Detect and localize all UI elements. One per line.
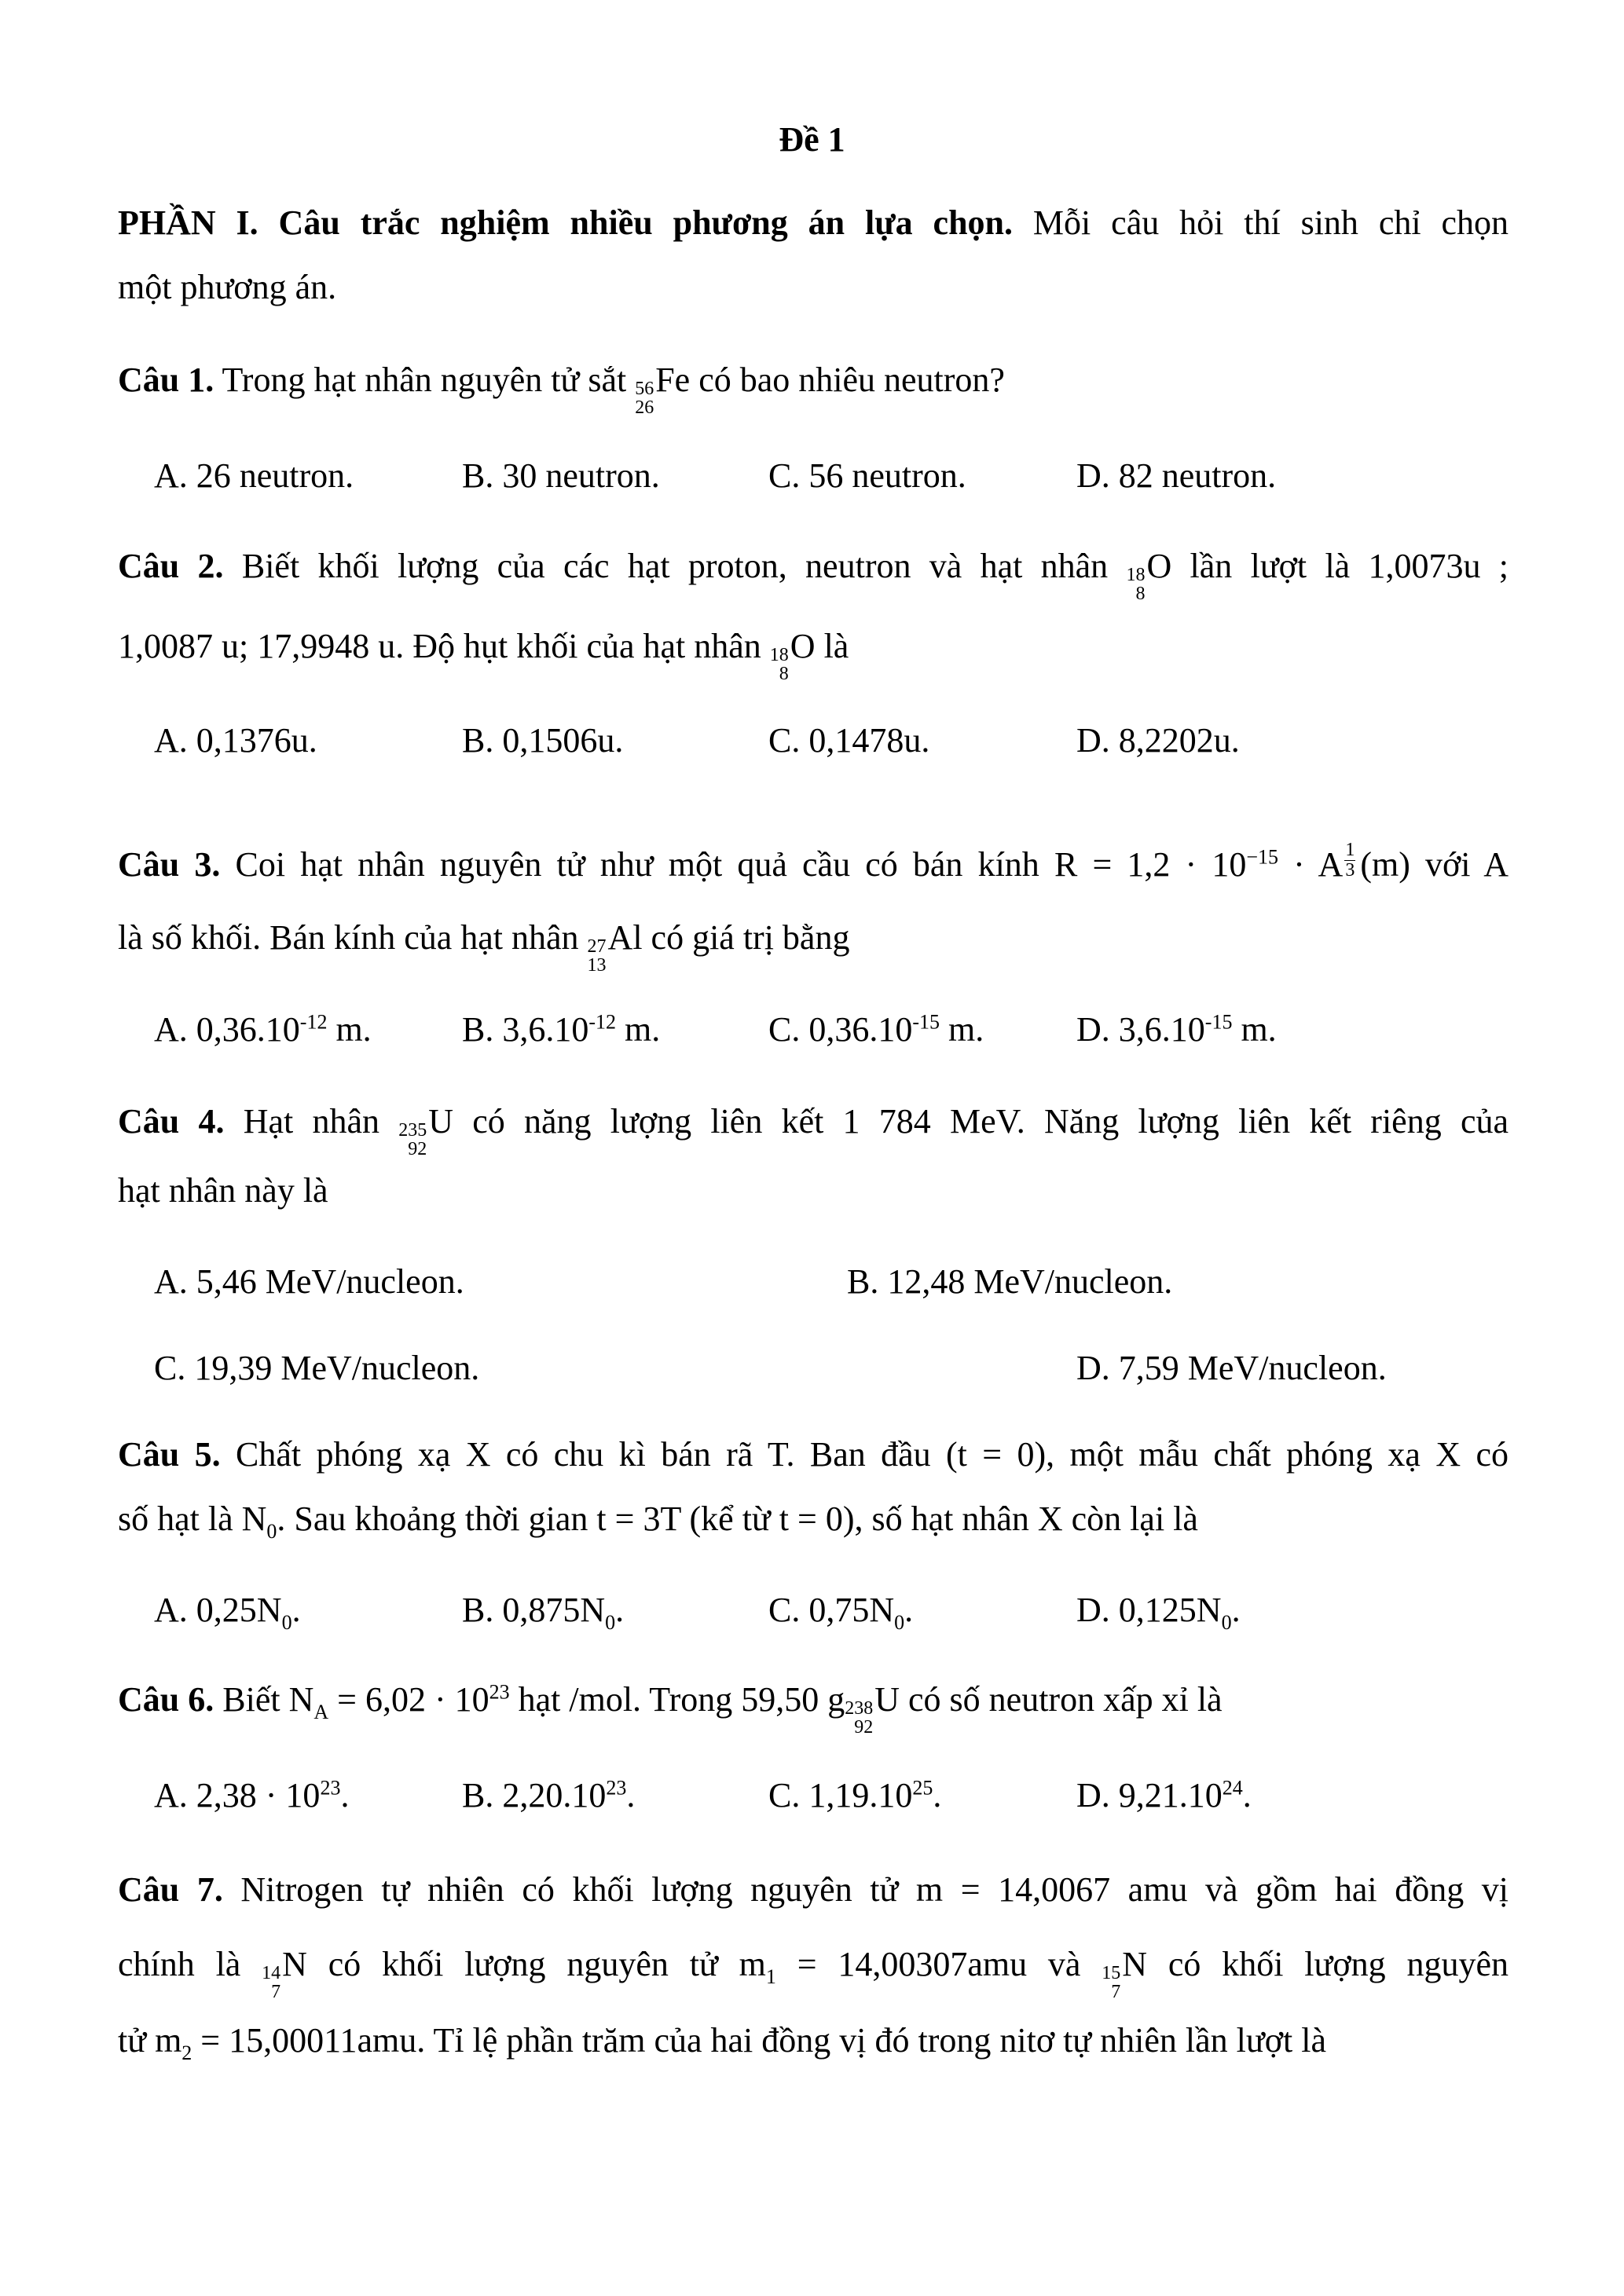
question-7-line3 [118, 2020, 1509, 2062]
q2-option-a[interactable]: A. 0,1376u. [154, 721, 317, 760]
q5-option-b[interactable] [462, 1590, 625, 1634]
q1-option-b[interactable]: B. 30 neutron. [462, 456, 660, 495]
option-text: B. 3,6.10 [462, 1010, 589, 1049]
isotope-u [398, 1101, 453, 1159]
q1-option-c[interactable]: C. 56 neutron. [768, 456, 966, 495]
element-symbol: N [282, 1945, 307, 1983]
question-text: = 14,00307amu và [775, 1945, 1102, 1983]
isotope-n14 [262, 1944, 307, 2001]
question-5 [118, 1434, 1509, 1476]
q4-option-d[interactable]: D. 7,59 MeV/nucleon. [1076, 1349, 1387, 1387]
q6-option-b[interactable] [462, 1775, 635, 1817]
question-text: hạt /mol. Trong 59,50 g [509, 1680, 845, 1719]
q3-option-a[interactable] [154, 1009, 372, 1051]
question-text: . Sau khoảng thời gian t = 3T (kể từ t = 0), số hạt nhân X còn lại là [277, 1500, 1198, 1538]
mass-number: 56 [635, 379, 654, 399]
question-2 [118, 546, 1509, 603]
option-text: D. 0,125N [1076, 1591, 1222, 1629]
question-text: Coi hạt nhân nguyên tử như một quả cầu có bán kính [220, 845, 1054, 884]
q4-option-b[interactable]: B. 12,48 MeV/nucleon. [847, 1262, 1173, 1301]
question-text: Biết khối lượng của các hạt proton, neutron và hạt nhân [223, 547, 1127, 585]
q6-option-d[interactable] [1076, 1775, 1252, 1817]
q5-option-d[interactable] [1076, 1590, 1241, 1634]
exponent: 23 [606, 1776, 627, 1800]
q6-option-c[interactable] [768, 1775, 941, 1817]
question-label: Câu 7. [118, 1870, 223, 1909]
question-text: có giá trị bằng [642, 918, 850, 957]
formula-part: · A [1278, 845, 1344, 884]
question-3 [118, 840, 1509, 886]
fraction-numerator: 1 [1345, 840, 1355, 860]
element-symbol: Al [607, 918, 643, 957]
question-text: (m) với A [1360, 845, 1509, 884]
atomic-number: 7 [271, 1982, 281, 2002]
mass-number: 27 [587, 936, 607, 957]
question-text: 1,0087 u; 17,9948 u. Độ hụt khối của hạt nhân [118, 627, 770, 665]
atomic-number: 92 [854, 1717, 874, 1738]
mass-number: 18 [1126, 565, 1146, 585]
question-text: tử m [118, 2021, 182, 2060]
option-text: A. 2,38 · 10 [154, 1776, 321, 1814]
option-text: C. 1,19.10 [768, 1776, 913, 1814]
question-label: Câu 1. [118, 361, 214, 399]
subscript: 1 [765, 1965, 776, 1988]
question-text: số hạt là N [118, 1500, 267, 1538]
question-1 [118, 360, 1509, 417]
question-text: có năng lượng liên kết 1 784 MeV. Năng lượng liên kết riêng của [453, 1102, 1509, 1141]
radius-formula [1054, 840, 1360, 884]
isotope-al [588, 917, 643, 975]
mass-number: 235 [398, 1120, 427, 1141]
exponent: -15 [1204, 1010, 1233, 1034]
section-heading-line [118, 203, 1509, 244]
q5-option-a[interactable] [154, 1590, 301, 1634]
q4-option-a[interactable]: A. 5,46 MeV/nucleon. [154, 1262, 464, 1301]
avogadro-symbol: N [288, 1680, 314, 1719]
atomic-number: 8 [779, 664, 789, 684]
option-text: m. [616, 1010, 661, 1049]
question-text: lần lượt là 1,0073u ; [1171, 547, 1509, 585]
option-text: m. [1232, 1010, 1277, 1049]
isotope-n15 [1102, 1944, 1147, 2001]
question-2-cont [118, 626, 1509, 683]
element-symbol: O [790, 627, 816, 665]
exponent: -12 [299, 1010, 328, 1034]
question-text: chính là [118, 1945, 262, 1983]
question-text: Trong hạt nhân nguyên tử sắt [214, 361, 636, 399]
question-label: Câu 3. [118, 845, 221, 884]
isotope-u238 [845, 1679, 900, 1737]
exponent: −15 [1246, 845, 1279, 869]
question-text: Nitrogen tự nhiên có khối lượng nguyên tử m = 14,0067 amu và gồm hai đồng vị [222, 1870, 1509, 1909]
option-text: m. [327, 1010, 372, 1049]
question-text: Biết [214, 1680, 289, 1719]
section-instruction: Mỗi câu hỏi thí sinh chỉ chọn [1013, 203, 1509, 242]
question-4 [118, 1101, 1509, 1159]
subscript: 0 [1221, 1610, 1232, 1634]
question-text: là số khối. Bán kính của hạt nhân [118, 918, 588, 957]
q2-option-b[interactable]: B. 0,1506u. [462, 721, 624, 760]
question-text: là [815, 627, 849, 665]
option-text: C. 0,75N [768, 1591, 895, 1629]
question-5-cont [118, 1499, 1509, 1543]
question-text: Chất phóng xạ X có chu kì bán rã T. Ban đầu (t = 0), một mẫu chất phóng xạ X có [220, 1435, 1509, 1474]
option-text: A. 0,25N [154, 1591, 282, 1629]
question-3-cont [118, 917, 1509, 975]
subscript: 0 [894, 1610, 905, 1634]
option-text: m. [940, 1010, 984, 1049]
q2-option-d[interactable]: D. 8,2202u. [1076, 721, 1240, 760]
question-7-line2 [118, 1944, 1509, 2001]
mass-number: 14 [262, 1963, 281, 1983]
question-text: có bao nhiêu neutron? [690, 361, 1005, 399]
q1-option-a[interactable]: A. 26 neutron. [154, 456, 354, 495]
exponent: -15 [912, 1010, 940, 1034]
atomic-number: 8 [1135, 584, 1146, 604]
atomic-number: 7 [1111, 1982, 1121, 2002]
atomic-number: 26 [635, 397, 654, 418]
question-6 [118, 1679, 1509, 1737]
question-label: Câu 4. [118, 1102, 225, 1141]
exponent: 23 [489, 1680, 510, 1704]
element-symbol: Fe [655, 361, 691, 399]
atomic-number: 13 [587, 955, 607, 976]
atomic-number: 92 [408, 1139, 427, 1159]
fraction-denominator: 3 [1345, 860, 1355, 881]
isotope-o [770, 626, 816, 683]
exponent: 23 [320, 1776, 341, 1800]
question-label: Câu 6. [118, 1680, 214, 1719]
q2-option-c[interactable]: C. 0,1478u. [768, 721, 930, 760]
option-text: D. 3,6.10 [1076, 1010, 1205, 1049]
q3-option-c[interactable] [768, 1009, 984, 1051]
q5-option-c[interactable] [768, 1590, 914, 1634]
option-text: A. 0,36.10 [154, 1010, 300, 1049]
page-title: Đề 1 [779, 120, 845, 159]
mass-number: 238 [845, 1698, 874, 1719]
exponent: -12 [588, 1010, 617, 1034]
option-text: . [626, 1776, 636, 1814]
option-text: . [904, 1591, 914, 1629]
exponent: 24 [1222, 1776, 1243, 1800]
option-text: . [615, 1591, 625, 1629]
option-text: C. 0,36.10 [768, 1010, 913, 1049]
isotope-fe [635, 360, 690, 417]
option-text: . [340, 1776, 350, 1814]
option-text: . [1231, 1591, 1241, 1629]
section-heading: PHẦN I. Câu trắc nghiệm nhiều phương án lựa chọn. [118, 203, 1014, 242]
formula-part: R = 1,2 · 10 [1054, 845, 1247, 884]
option-text: . [933, 1776, 942, 1814]
element-symbol: U [874, 1680, 900, 1719]
subscript: 2 [181, 2041, 192, 2064]
option-text: D. 9,21.10 [1076, 1776, 1223, 1814]
exponent: 25 [912, 1776, 933, 1800]
q1-option-d[interactable]: D. 82 neutron. [1076, 456, 1277, 495]
q4-option-c[interactable]: C. 19,39 MeV/nucleon. [154, 1349, 480, 1387]
question-text: có số neutron xấp xỉ là [900, 1680, 1223, 1719]
question-text: Hạt nhân [224, 1102, 399, 1141]
q6-option-a[interactable] [154, 1775, 349, 1817]
option-text: B. 2,20.10 [462, 1776, 607, 1814]
isotope-o [1126, 546, 1171, 603]
q3-option-d[interactable] [1076, 1009, 1277, 1051]
subscript: 0 [281, 1610, 292, 1634]
question-text: = 15,00011amu. Tỉ lệ phần trăm của hai đồng vị đó trong nitơ tự nhiên lần lượt là [192, 2021, 1326, 2060]
mass-number: 15 [1102, 1963, 1121, 1983]
subscript: A [313, 1700, 329, 1723]
question-label: Câu 5. [118, 1435, 221, 1474]
option-text: . [291, 1591, 301, 1629]
element-symbol: U [428, 1102, 454, 1141]
subscript: 0 [266, 1519, 277, 1543]
section-instruction-cont: một phương án. [118, 268, 337, 306]
question-7 [118, 1869, 1509, 1911]
fraction-exponent [1344, 840, 1355, 881]
question-text: có khối lượng nguyên [1147, 1945, 1509, 1983]
q3-option-b[interactable] [462, 1009, 660, 1051]
mass-number: 18 [769, 645, 789, 665]
formula-part: = 6,02 · 10 [328, 1680, 489, 1719]
option-text: B. 0,875N [462, 1591, 606, 1629]
element-symbol: N [1122, 1945, 1148, 1983]
question-text: có khối lượng nguyên tử m [306, 1945, 766, 1983]
question-4-cont: hạt nhân này là [118, 1171, 328, 1210]
question-label: Câu 2. [118, 547, 224, 585]
element-symbol: O [1146, 547, 1172, 585]
option-text: . [1242, 1776, 1252, 1814]
subscript: 0 [605, 1610, 616, 1634]
